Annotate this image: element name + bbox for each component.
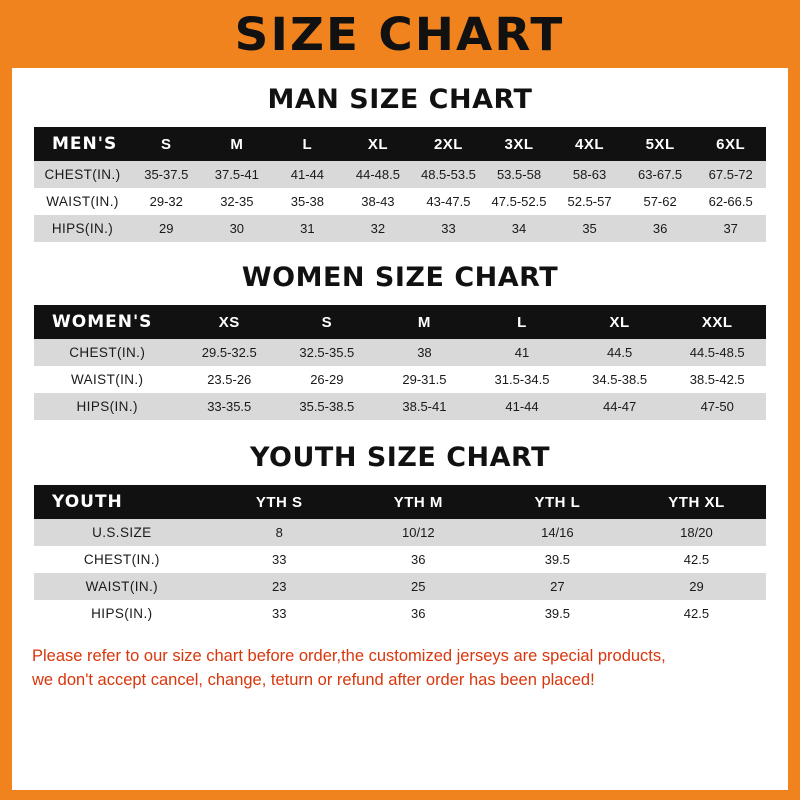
cell: 36 [349,600,488,627]
section-title-youth: YOUTH SIZE CHART [249,442,551,473]
cell: 32-35 [202,188,273,215]
cell: 10/12 [349,519,488,546]
cell: 41-44 [473,393,571,420]
row-label: CHEST(IN.) [34,161,131,188]
cell: 34 [484,215,555,242]
row-label: HIPS(IN.) [34,600,210,627]
row-label: CHEST(IN.) [34,546,210,573]
section-women [12,262,788,420]
cell: 47-50 [668,393,766,420]
column-header: XL [343,127,414,161]
cell: 44.5-48.5 [668,339,766,366]
cell: 52.5-57 [554,188,625,215]
row-label: WAIST(IN.) [34,366,180,393]
row-label: U.S.SIZE [34,519,210,546]
row-label: HIPS(IN.) [34,215,131,242]
cell: 57-62 [625,188,696,215]
column-header: 6XL [695,127,766,161]
youth-size-table [34,485,766,627]
cell: 18/20 [627,519,766,546]
cell: 29-32 [131,188,202,215]
cell: 23 [210,573,349,600]
row-label: CHEST(IN.) [34,339,180,366]
cell: 29-31.5 [376,366,474,393]
column-header: YTH S [210,485,349,519]
notice-line-1: Please refer to our size chart before order,the customized jerseys are special products, [32,647,666,665]
cell: 39.5 [488,600,627,627]
cell: 44-47 [571,393,669,420]
table-row [34,188,766,215]
cell: 38.5-41 [376,393,474,420]
table-header-row [34,127,766,161]
cell: 47.5-52.5 [484,188,555,215]
women-size-table [34,305,766,420]
cell: 34.5-38.5 [571,366,669,393]
cell: 35.5-38.5 [278,393,376,420]
cell: 42.5 [627,546,766,573]
cell: 25 [349,573,488,600]
column-header: M [202,127,273,161]
column-header: 2XL [413,127,484,161]
column-header: WOMEN'S [34,305,180,339]
cell: 38-43 [343,188,414,215]
table-header-row [34,305,766,339]
section-youth [12,442,788,627]
men-size-table [34,127,766,242]
cell: 44-48.5 [343,161,414,188]
cell: 37.5-41 [202,161,273,188]
cell: 14/16 [488,519,627,546]
cell: 27 [488,573,627,600]
column-header: L [272,127,343,161]
table-row [34,366,766,393]
cell: 67.5-72 [695,161,766,188]
cell: 35 [554,215,625,242]
column-header: S [278,305,376,339]
column-header: MEN'S [34,127,131,161]
row-label: WAIST(IN.) [34,188,131,215]
banner [0,0,800,68]
column-header: M [376,305,474,339]
column-header: 3XL [484,127,555,161]
cell: 32.5-35.5 [278,339,376,366]
cell: 62-66.5 [695,188,766,215]
cell: 39.5 [488,546,627,573]
cell: 33 [210,600,349,627]
cell: 36 [625,215,696,242]
cell: 31.5-34.5 [473,366,571,393]
cell: 63-67.5 [625,161,696,188]
cell: 44.5 [571,339,669,366]
section-men [12,84,788,242]
table-row [34,215,766,242]
table-row [34,161,766,188]
cell: 32 [343,215,414,242]
cell: 31 [272,215,343,242]
cell: 26-29 [278,366,376,393]
column-header: 5XL [625,127,696,161]
table-row [34,393,766,420]
column-header: XL [571,305,669,339]
cell: 41-44 [272,161,343,188]
cell: 42.5 [627,600,766,627]
cell: 38.5-42.5 [668,366,766,393]
bottom-accent-strip [0,790,800,800]
table-row [34,519,766,546]
column-header: S [131,127,202,161]
cell: 43-47.5 [413,188,484,215]
cell: 37 [695,215,766,242]
order-notice [32,645,768,693]
column-header: L [473,305,571,339]
column-header: XXL [668,305,766,339]
table-header-row [34,485,766,519]
column-header: YTH XL [627,485,766,519]
notice-line-2: we don't accept cancel, change, teturn or refund after order has been placed! [32,670,595,689]
page-title: SIZE CHART [235,7,565,61]
cell: 30 [202,215,273,242]
cell: 53.5-58 [484,161,555,188]
column-header: YTH M [349,485,488,519]
section-title-men: MAN SIZE CHART [267,84,533,115]
table-row [34,339,766,366]
cell: 33 [210,546,349,573]
cell: 8 [210,519,349,546]
cell: 35-38 [272,188,343,215]
cell: 29 [627,573,766,600]
cell: 48.5-53.5 [413,161,484,188]
column-header: XS [180,305,278,339]
cell: 33 [413,215,484,242]
column-header: 4XL [554,127,625,161]
row-label: WAIST(IN.) [34,573,210,600]
cell: 29.5-32.5 [180,339,278,366]
column-header: YTH L [488,485,627,519]
column-header: YOUTH [34,485,210,519]
table-row [34,546,766,573]
table-row [34,600,766,627]
cell: 58-63 [554,161,625,188]
cell: 38 [376,339,474,366]
cell: 41 [473,339,571,366]
cell: 23.5-26 [180,366,278,393]
cell: 29 [131,215,202,242]
section-title-women: WOMEN SIZE CHART [241,262,559,293]
row-label: HIPS(IN.) [34,393,180,420]
table-row [34,573,766,600]
cell: 36 [349,546,488,573]
cell: 35-37.5 [131,161,202,188]
cell: 33-35.5 [180,393,278,420]
